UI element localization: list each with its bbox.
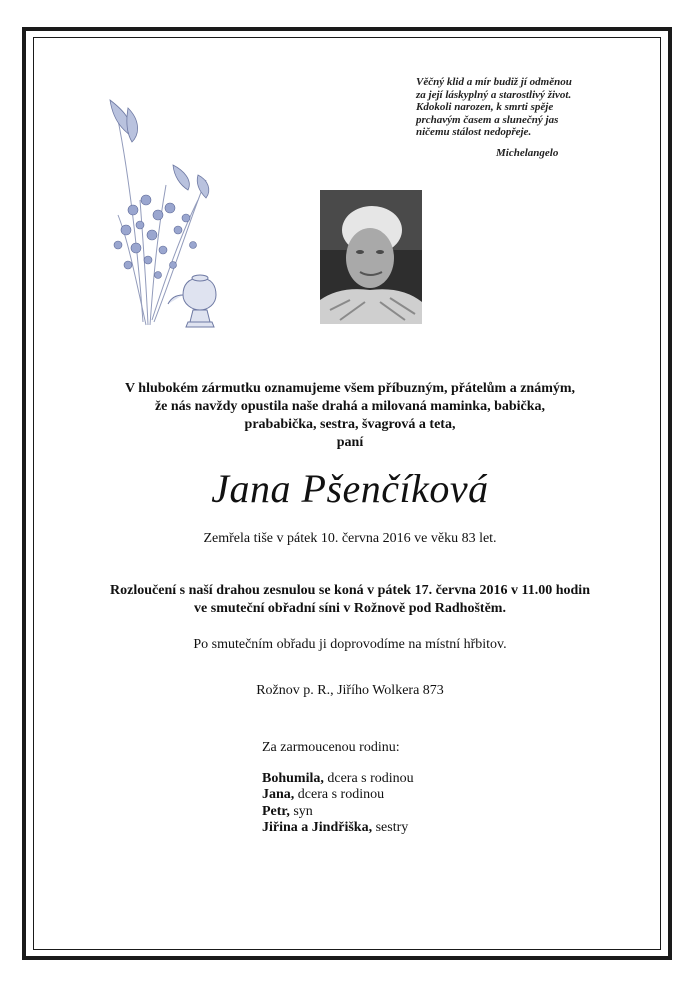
farewell-info [0,582,700,618]
announcement-line: paní [336,435,364,450]
member-name: Jana, [262,787,295,802]
member-name: Bohumila, [262,770,324,786]
farewell-line: Rozloučení s naší drahou zesnulou se koná v pátek 17. června 2016 v 11.00 hodin [110,583,590,598]
quote-line: za její láskyplný a starostlivý život. [416,88,572,101]
burial-note: Po smutečním obřadu ji doprovodíme na místní hřbitov. [193,637,507,652]
family-member [262,804,414,821]
family-list [262,740,414,837]
announcement-line: V hlubokém zármutku oznamujeme všem příbuzným, přátelům a známým, [124,381,576,396]
announcement-line: že nás navždy opustila naše drahá a milovaná maminka, babička, [154,399,546,414]
quote-line: prchavým časem a slunečný jas [416,113,559,126]
family-member [262,787,414,804]
announcement-line: prababička, sestra, švagrová a teta, [244,417,456,432]
member-relation: syn [289,803,313,819]
family-member [262,820,414,837]
member-relation: dcera s rodinou [294,787,385,802]
flower-vase-illustration [88,90,238,330]
portrait-photo [320,190,422,324]
quote-line: Věčný klid a mír budiž jí odměnou [416,76,572,88]
deceased-name: Jana Pšenčíková [211,466,489,511]
quote-block [416,76,626,160]
member-relation: sestry [372,820,409,835]
family-heading: Za zarmoucenou rodinu: [262,740,400,755]
death-notice: Zemřela tiše v pátek 10. června 2016 ve věku 83 let. [203,531,497,546]
announcement-text [0,380,700,452]
address: Rožnov p. R., Jiřího Wolkera 873 [256,683,444,698]
member-name: Jiřina a Jindřiška, [262,820,373,835]
member-name: Petr, [262,803,290,819]
quote-line: ničemu stálost nedopřeje. [416,126,532,139]
quote-line: Kdokoli narozen, k smrti spěje [416,101,554,114]
member-relation: dcera s rodinou [323,770,414,786]
farewell-line: ve smuteční obřadní síni v Rožnově pod Radhoštěm. [194,601,506,616]
quote-author: Michelangelo [496,146,559,159]
family-member [262,771,414,788]
